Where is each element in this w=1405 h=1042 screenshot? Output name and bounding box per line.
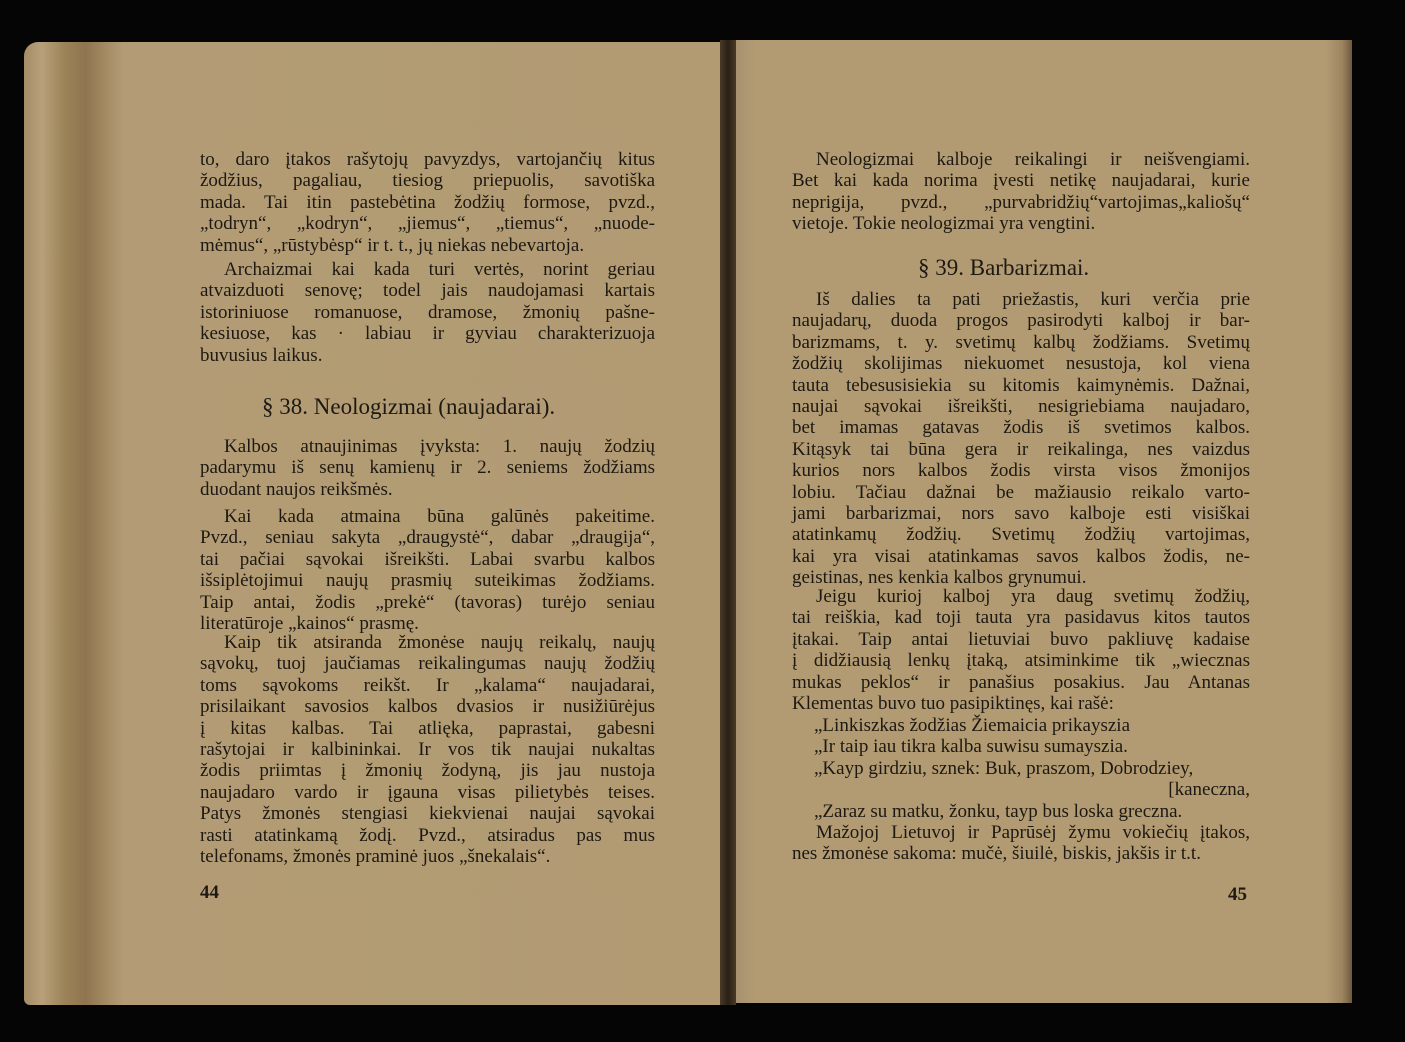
text-line: naujai sąvokai išreikšti, nesigriebiama naujadaro, <box>792 395 1250 417</box>
text-line: Kitąsyk tai būna gera ir reikalinga, nes vaizdus <box>792 438 1250 460</box>
text-line: į didžiausią lenkų įtaką, atsiminkime tik „wiecznas <box>792 650 1250 672</box>
text-line: įtakai. Taip antai lietuviai buvo pakliuvę kadaise <box>792 628 1250 650</box>
right-page-paragraph <box>792 289 1250 588</box>
text-line: Kalbos atnaujinimas įvyksta: 1. naujų žodzių <box>224 436 655 457</box>
right-page-paragraph <box>792 586 1250 714</box>
text-line: toms sąvokoms reikšt. Ir „kalama“ naujadarai, <box>200 674 655 696</box>
text-line: duodant naujos reikšmės. <box>200 478 393 500</box>
text-line: Neologizmai kalboje reikalingi ir neišvengiami. <box>816 149 1250 170</box>
left-page-paragraph <box>200 436 655 500</box>
text-line: sąvokų, tuoj jaučiamas reikalingumas naujų žodžių <box>200 653 655 675</box>
verse-line: „Linkiszkas žodžias Žiemaicia prikayszia <box>814 715 1131 736</box>
text-line: tai reiškia, kad toji tauta yra pasidavus kitos tautos <box>792 607 1250 629</box>
text-line: mada. Tai itin pastebėtina žodžių formose, pvzd., <box>200 191 655 213</box>
text-line: į kitas kalbas. Tai atlięka, paprastai, gabesni <box>200 717 655 739</box>
text-line: žodis priimtas į žmonių žodyną, jis jau nustoja <box>200 760 655 782</box>
section-heading-38: § 38. Neologizmai (naujadarai). <box>262 394 556 419</box>
text-line: išsiplėtojimui naujų prasmių suteikimas žodžiams. <box>200 570 655 592</box>
text-line: Archaizmai kai kada turi vertės, norint geriau <box>224 259 655 280</box>
text-line: Kaip tik atsiranda žmonėse naujų reikalų, naujų <box>224 632 655 653</box>
text-line: žodžius, pagaliau, tiesiog priepuolis, savotiška <box>200 170 655 192</box>
text-line: buvusius laikus. <box>200 344 323 366</box>
text-line: istoriniuose romanuose, dramose, žmonių pašne- <box>200 301 655 323</box>
section-heading-39: § 39. Barbarizmai. <box>918 255 1090 280</box>
book-gutter <box>720 40 736 1005</box>
text-line: tai pačiai sąvokai išreikšti. Labai svarbu kalbos <box>200 548 655 570</box>
text-line: Mažojoj Lietuvoj ir Paprūsėj žymu vokiečių įtakos, <box>816 822 1250 843</box>
text-line: Kai kada atmaina būna galūnės pakeitime. <box>224 506 655 527</box>
text-line: Klementas buvo tuo pasipiktinęs, kai rašė: <box>792 692 1114 714</box>
left-page-paragraph <box>200 259 655 366</box>
text-line: padarymu iš senų kamienų ir 2. seniems žodžiams <box>200 457 655 479</box>
text-line: Iš dalies ta pati priežastis, kuri verčia prie <box>816 289 1250 310</box>
text-line: Pvzd., seniau sakyta „draugystė“, dabar „draugija“, <box>200 527 655 549</box>
right-page-paragraph <box>792 149 1250 235</box>
text-line: tauta tebesusisiekia su kitomis kaimynėmis. Dažnai, <box>792 374 1250 396</box>
text-line: atatinkamų žodžių. Svetimų žodžių vartojimas, <box>792 524 1250 546</box>
verse-line: „Ir taip iau tikra kalba suwisu sumayszia. <box>814 736 1128 758</box>
right-page-paragraph <box>792 822 1250 865</box>
text-line: Patys žmonės stengiasi kiekvienai naujai sąvokai <box>200 803 655 825</box>
text-line: barizmams, t. y. svetimų kalbų žodžiams. Svetimų <box>792 331 1250 353</box>
text-line: rasti atatinkamą žodį. Pvzd., atsiradus pas mus <box>200 824 655 846</box>
text-line: bet imamas gatavas žodis iš svetimos kalbos. <box>792 417 1250 439</box>
text-line: lobiu. Tačiau dažnai be mažiausio reikalo varto- <box>792 481 1250 503</box>
text-line: kai yra visai atatinkamas savos kalbos žodis, ne- <box>792 545 1250 567</box>
text-line: vietoje. Tokie neologizmai yra vengtini. <box>792 213 1096 235</box>
text-line: naujadarų, duoda progos pasirodyti kalboj ir bar- <box>792 310 1250 332</box>
text-line: jami barbarizmai, nors savo kalboje esti visiškai <box>792 502 1250 524</box>
left-page-paragraph <box>200 506 655 634</box>
text-line: telefonams, žmonės praminė juos „šnekalais“. <box>200 845 551 867</box>
left-page-paragraph <box>200 149 655 256</box>
text-line: literatūroje „kainos“ prasmę. <box>200 612 419 634</box>
text-line: atvaizduoti senovę; todel jais naudojamasi kartais <box>200 280 655 302</box>
text-line: neprigija, pvzd., „purvabridžių“vartojimas„kaliošų“ <box>792 191 1250 213</box>
page-number-left: 44 <box>200 882 219 903</box>
text-line: prisilaikant savosios kalbos dvasios ir nusižiūrėjus <box>200 696 655 718</box>
verse-line: „Zaraz su matku, žonku, tayp bus loska greczna. <box>814 800 1183 822</box>
text-line: žodžių skolijimas niekuomet nesustoja, kol viena <box>792 353 1250 375</box>
text-line: Jeigu kurioj kalboj yra daug svetimų žodžių, <box>816 586 1250 607</box>
text-line: nes žmonėse sakoma: mučė, šiuilė, biskis, jakšis ir t.t. <box>792 843 1201 865</box>
left-page-paragraph <box>200 632 655 867</box>
right-page-paragraph <box>792 715 1250 822</box>
verse-line: [kaneczna, <box>1168 779 1250 801</box>
text-line: mėmus“, „rūstybėsp“ ir t. t., jų niekas nebevartoja. <box>200 234 585 256</box>
text-line: kesiuose, kas · labiau ir gyviau charakterizuoja <box>200 323 655 345</box>
page-number-right: 45 <box>1228 884 1247 905</box>
text-line: mukas peklos“ ir panašius posakius. Jau Antanas <box>792 671 1250 693</box>
text-line: Bet kai kada norima įvesti netikę naujadarai, kurie <box>792 170 1250 192</box>
text-line: rašytojai ir kalbininkai. Ir vos tik naujai nukaltas <box>200 738 655 760</box>
text-line: geistinas, nes kenkia kalbos grynumui. <box>792 567 1087 589</box>
text-line: naujadaro vardo ir įgauna visas pilietybės teises. <box>200 781 655 803</box>
verse-line: „Kayp girdziu, sznek: Buk, praszom, Dobrodziey, <box>814 757 1194 779</box>
text-line: Taip antai, žodis „prekė“ (tavoras) turėjo seniau <box>200 591 655 613</box>
text-line: kurios nors kalbos žodis virsta visos žmonijos <box>792 460 1250 482</box>
text-line: „todryn“, „kodryn“, „jiemus“, „tiemus“, „nuode- <box>200 213 655 235</box>
text-line: to, daro įtakos rašytojų pavyzdys, vartojančių kitus <box>200 149 655 170</box>
